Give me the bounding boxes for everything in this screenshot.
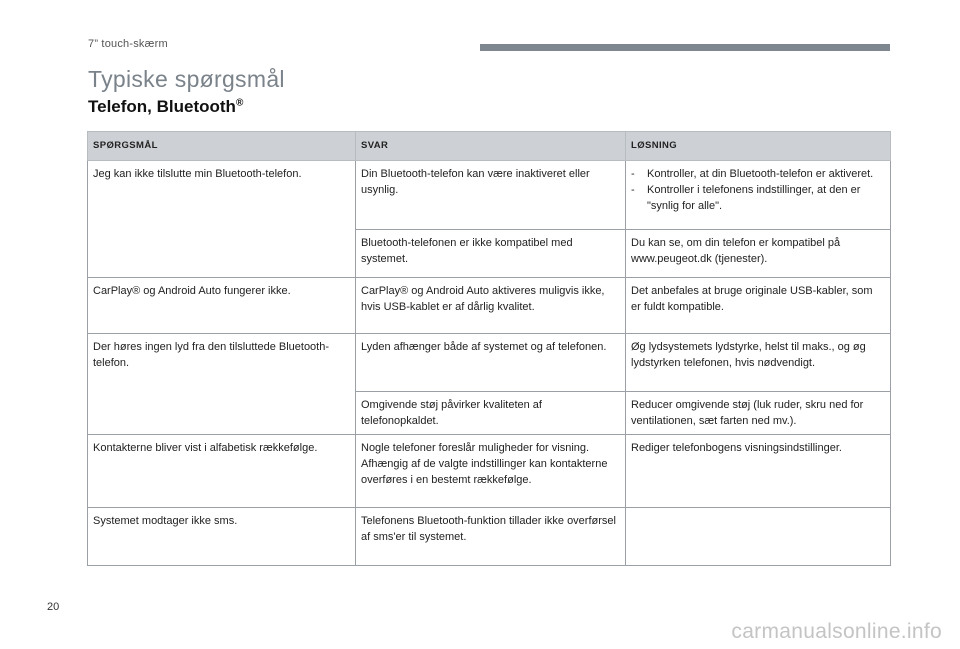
solution-cell [626,508,891,566]
solution-cell: Du kan se, om din telefon er kompatibel på www.peugeot.dk (tjenester). [626,230,891,278]
answer-cell: Lyden afhænger både af systemet og af telefonen. [356,334,626,392]
question-cell: Systemet modtager ikke sms. [88,508,356,566]
chapter-label: 7” touch-skærm [88,38,168,50]
watermark: carmanualsonline.info [731,620,942,643]
answer-cell: Bluetooth-telefonen er ikke kompatibel med systemet. [356,230,626,278]
page-title: Typiske spørgsmål [88,66,285,92]
table-row [88,508,891,566]
table-row [88,334,891,392]
table-row [88,161,891,230]
registered-mark: ® [235,97,244,109]
table-row [88,435,891,508]
column-header-answer: SVAR [356,132,626,161]
solution-cell: Det anbefales at bruge originale USB-kabler, som er fuldt kompatible. [626,278,891,334]
answer-cell: Nogle telefoner foreslår muligheder for visning. Afhængig af de valgte indstillinger kan kontakterne overføres i en bestemt rækkefølge. [356,435,626,508]
solution-item: - Kontroller i telefonens indstillinger, at den er "synlig for alle". [631,182,885,214]
section-title-text: Telefon, Bluetooth [88,97,236,116]
column-header-question: SPØRGSMÅL [88,132,356,161]
question-cell: Jeg kan ikke tilslutte min Bluetooth-telefon. [88,161,356,278]
table-row [88,278,891,334]
question-cell: Kontakterne bliver vist i alfabetisk rækkefølge. [88,435,356,508]
solution-cell: Rediger telefonbogens visningsindstillinger. [626,435,891,508]
solution-list [631,166,885,214]
solution-item: - Kontroller, at din Bluetooth-telefon er aktiveret. [631,166,885,182]
faq-table [87,131,891,566]
column-header-solution: LØSNING [626,132,891,161]
header-bar [480,44,890,51]
table-header-row [88,132,891,161]
answer-cell: Din Bluetooth-telefon kan være inaktiveret eller usynlig. [356,161,626,230]
answer-cell: Telefonens Bluetooth-funktion tillader ikke overførsel af sms'er til systemet. [356,508,626,566]
solution-cell: Øg lydsystemets lydstyrke, helst til maks., og øg lydstyrken telefonen, hvis nødvendigt. [626,334,891,392]
question-cell: CarPlay® og Android Auto fungerer ikke. [88,278,356,334]
solution-cell [626,161,891,230]
page-number: 20 [47,601,60,613]
answer-cell: Omgivende støj påvirker kvaliteten af telefonopkaldet. [356,392,626,435]
question-cell: Der høres ingen lyd fra den tilsluttede Bluetooth-telefon. [88,334,356,435]
solution-cell: Reducer omgivende støj (luk ruder, skru ned for ventilationen, sæt farten ned mv.). [626,392,891,435]
section-title [88,97,243,117]
answer-cell: CarPlay® og Android Auto aktiveres muligvis ikke, hvis USB-kablet er af dårlig kvalitet. [356,278,626,334]
